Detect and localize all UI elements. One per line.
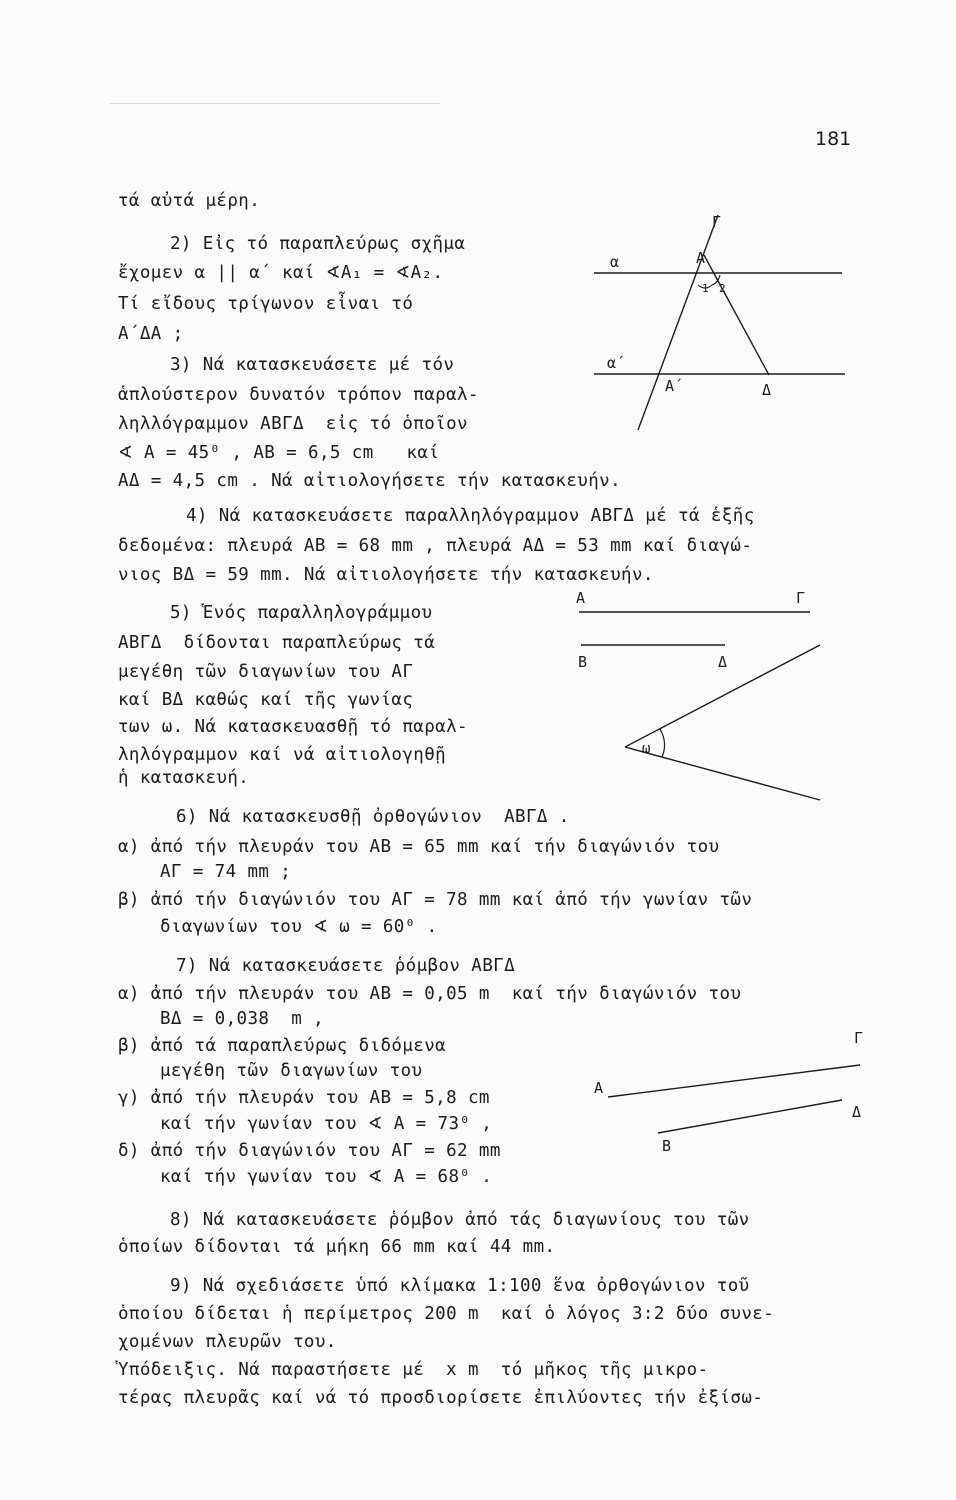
angle-ray-lower <box>625 747 820 800</box>
exercise-4-line: δεδομένα: πλευρά ΑΒ = 68 mm , πλευρά ΑΔ = 53 mm καί διαγώ- <box>118 536 753 556</box>
exercise-7-line: γ) ἀπό τήν πλευράν του ΑΒ = 5,8 cm <box>118 1088 490 1108</box>
label-gamma: Γ <box>796 589 806 607</box>
exercise-5-line: ληλόγραμμον καί νά αἰτιολογηθῇ <box>118 745 447 765</box>
scan-artifact-line <box>110 103 440 104</box>
hint-line: Ὑπόδειξις. Νά παραστήσετε μέ x m τό μῆκος τῆς μικρο- <box>118 1360 709 1380</box>
exercise-4-line: 4) Νά κατασκευάσετε παραλληλόγραμμον ΑΒΓΔ μέ τά ἑξῆς <box>186 506 755 526</box>
exercise-6-line: 6) Νά κατασκευσθῇ ὀρθογώνιον ΑΒΓΔ . <box>176 807 570 827</box>
exercise-6-line: διαγωνίων του ∢ ω = 60⁰ . <box>160 917 438 937</box>
exercise-3-line: ἁπλούστερον δυνατόν τρόπον παραλ- <box>118 385 479 405</box>
label-A: Α <box>696 249 706 267</box>
exercise-3-line: ∢ Α = 45⁰ , ΑΒ = 6,5 cm καί <box>118 443 440 463</box>
exercise-6-line: ΑΓ = 74 mm ; <box>160 862 292 882</box>
label-gamma: Γ <box>854 1029 864 1047</box>
figure-parallel-lines <box>580 205 860 445</box>
exercise-5-line: ΑΒΓΔ δίδονται παραπλεύρως τά <box>118 633 436 653</box>
exercise-8-line: 8) Νά κατασκευάσετε ῥόμβον ἀπό τάς διαγωνίους του τῶν <box>170 1210 750 1230</box>
label-alpha-prime: α΄ <box>607 354 626 372</box>
exercise-5-line: των ω. Νά κατασκευασθῇ τό παραλ- <box>118 717 468 737</box>
exercise-2-line: Α΄ΔΑ ; <box>118 324 184 344</box>
label-A-prime: Α΄ <box>665 377 684 395</box>
exercise-6-line: α) ἀπό τήν πλευράν του ΑΒ = 65 mm καί τήν διαγώνιόν του <box>118 837 720 857</box>
label-delta: Δ <box>852 1103 862 1121</box>
exercise-4-line: νιος ΒΔ = 59 mm. Νά αἰτιολογήσετε τήν κατασκευήν. <box>118 565 654 585</box>
label-angle-1: 1 <box>702 282 709 295</box>
hint-line: τέρας πλευρᾶς καί νά τό προσδιορίσετε ἐπιλύοντες τήν ἐξίσω- <box>118 1388 764 1408</box>
exercise-9-line: 9) Νά σχεδιάσετε ὑπό κλίμακα 1:100 ἕνα ὀρθογώνιον τοῦ <box>170 1276 750 1296</box>
exercise-7-line: καί τήν γωνίαν του ∢ Α = 73⁰ , <box>160 1114 493 1134</box>
label-delta: Δ <box>718 653 728 671</box>
label-A: Α <box>594 1079 604 1097</box>
exercise-5-line: καί ΒΔ καθώς καί τῆς γωνίας <box>118 690 414 710</box>
exercise-7-line: ΒΔ = 0,038 m , <box>160 1009 325 1029</box>
transversal-line <box>638 215 718 430</box>
label-B: Β <box>578 653 588 671</box>
exercise-3-line: ΑΔ = 4,5 cm . Νά αἰτιολογήσετε τήν κατασκευήν. <box>118 471 622 491</box>
page-number: 181 <box>815 128 852 150</box>
exercise-5-line: ἡ κατασκευή. <box>118 768 250 788</box>
label-alpha: α <box>610 253 620 271</box>
exercise-7-line: β) ἀπό τά παραπλεύρως διδόμενα <box>118 1036 447 1056</box>
segment-A-gamma <box>608 1065 860 1097</box>
exercise-7-line: α) ἀπό τήν πλευράν του ΑΒ = 0,05 m καί τήν διαγώνιόν του <box>118 984 742 1004</box>
label-A: Α <box>576 589 586 607</box>
label-angle-2: 2 <box>719 282 726 295</box>
exercise-9-line: χομένων πλευρῶν του. <box>118 1332 337 1352</box>
exercise-7-line: καί τήν γωνίαν του ∢ Α = 68⁰ . <box>160 1167 493 1187</box>
exercise-3-line: ληλλόγραμμον ΑΒΓΔ εἰς τό ὁποῖον <box>118 414 468 434</box>
exercise-7-line: δ) ἀπό τήν διαγώνιόν του ΑΓ = 62 mm <box>118 1141 501 1161</box>
figure-diagonals-angle <box>570 585 860 785</box>
exercise-3-line: 3) Νά κατασκευάσετε μέ τόν <box>170 355 455 375</box>
exercise-6-line: β) ἀπό τήν διαγώνιόν του ΑΓ = 78 mm καί ἀπό τήν γωνίαν τῶν <box>118 890 753 910</box>
angle-omega-arc <box>660 729 665 757</box>
exercise-7-line: 7) Νά κατασκευάσετε ῥόμβον ΑΒΓΔ <box>176 956 516 976</box>
label-omega: ω <box>642 741 651 757</box>
exercise-8-line: ὁποίων δίδονται τά μήκη 66 mm καί 44 mm. <box>118 1237 556 1257</box>
figure-rhombus-diagonals <box>588 1025 870 1160</box>
exercise-2-line: ἔχομεν α || α΄ καί ∢Α₁ = ∢Α₂. <box>118 263 444 283</box>
label-B: Β <box>662 1137 672 1155</box>
exercise-5-line: 5) Ἑνός παραλληλογράμμου <box>170 603 433 623</box>
exercise-7-line: μεγέθη τῶν διαγωνίων του <box>160 1061 423 1081</box>
exercise-2-line: 2) Εἰς τό παραπλεύρως σχῆμα <box>170 234 466 254</box>
label-delta: Δ <box>762 381 772 399</box>
text-line: τά αὐτά μέρη. <box>118 191 261 211</box>
exercise-5-line: μεγέθη τῶν διαγωνίων του ΑΓ <box>118 662 414 682</box>
label-gamma: Γ <box>712 213 722 231</box>
segment-B-delta <box>658 1100 842 1133</box>
exercise-2-line: Τί εἴδους τρίγωνον εἶναι τό <box>118 294 414 314</box>
exercise-9-line: ὁποίου δίδεται ἡ περίμετρος 200 m καί ὁ λόγος 3:2 δύο συνε- <box>118 1304 775 1324</box>
